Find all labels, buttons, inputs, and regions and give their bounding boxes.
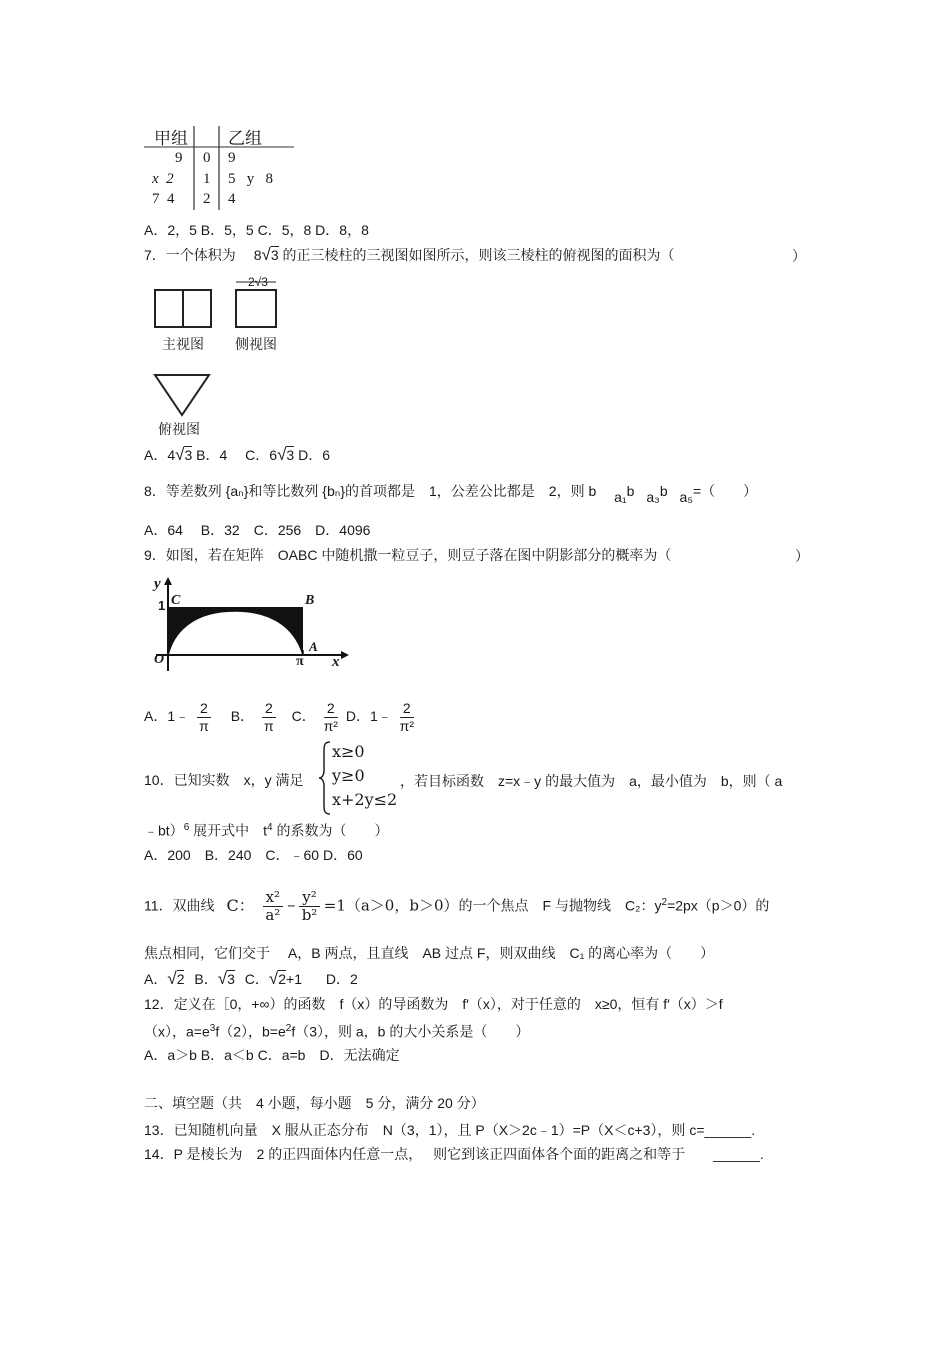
sqrt-icon: √: [217, 969, 228, 988]
q7-side-label: 侧视图: [235, 336, 277, 352]
q11-y-frac: [299, 889, 320, 924]
row3-left: 7 4: [152, 191, 175, 207]
q7-dim-label: 2√3: [248, 275, 268, 289]
sqrt-icon: √: [175, 445, 185, 464]
q11-opt-d: D．2: [325, 971, 358, 987]
q7-front-label: 主视图: [162, 336, 204, 352]
q7-options: [144, 446, 330, 464]
q11-opt-a-rad: 2: [176, 971, 185, 987]
q10-sys-lines: [332, 740, 397, 812]
frac-num: 2: [400, 700, 414, 718]
b-label: B: [305, 593, 315, 608]
q9-stem: 9．如图，若在矩阵 OABC 中随机撒一粒豆子，则豆子落在图中阴影部分的概率为（: [144, 547, 672, 563]
x-arrow-icon: [341, 651, 349, 659]
q9-opt-c-frac: [324, 700, 338, 735]
q9-opt-a-frac: [197, 700, 211, 735]
q11-options: [144, 970, 358, 988]
q9-opt-d: D．1﹣: [345, 708, 392, 724]
q12-options: A．a＞b B．a＜b C．a=b D．无法确定: [144, 1047, 400, 1063]
q9-graph: [146, 576, 356, 676]
y-axis-label: y: [154, 576, 161, 592]
frac-num: y²: [299, 889, 320, 907]
q12-l2c: f（3），则 a，b 的大小关系是（ ）: [291, 1023, 530, 1040]
one-label: 1: [158, 598, 166, 613]
q7-three-views: [146, 272, 296, 442]
side-view-rect: [236, 290, 276, 327]
q10-l2a: ﹣bt）: [144, 822, 184, 839]
row3-right: 4: [228, 191, 236, 207]
q10-exp4: 4: [267, 822, 273, 833]
pi-label: π: [296, 654, 304, 669]
q10-sys-1: x≥0: [332, 742, 365, 761]
right-group-header: 乙组: [228, 129, 262, 148]
frac-num: x²: [263, 889, 283, 907]
q12-exp2: 2: [285, 1023, 292, 1034]
q8-text: 8．等差数列 {aₙ}和等比数列 {bₙ}的首项都是 1，公差公比都是 2，则 b: [144, 483, 597, 499]
q10-options: A．200 B．240 C．﹣60 D．60: [144, 847, 363, 863]
q7-vol-rad: 3: [270, 247, 279, 263]
q11-hyper-c: C：: [226, 895, 255, 915]
q8-a1: a₁: [614, 489, 627, 505]
q8-options: A．64 B．32 C．256 D．4096: [144, 522, 371, 538]
q11-line2: 焦点相同，它们交于 A，B 两点，且直线 AB 过点 F，则双曲线 C₁ 的离心率为（ ）: [144, 945, 715, 961]
frac-num: 2: [324, 700, 338, 718]
q6-options: A．2，5 B．5，5 C．5，8 D．8，8: [144, 222, 369, 238]
q11-mid2: =2px（p＞0）的: [667, 897, 770, 914]
row2-right: 5 y 8: [228, 171, 273, 187]
origin-label: O: [154, 652, 165, 667]
q10-sys-2: y≥0: [332, 766, 365, 785]
c-label: C: [171, 593, 181, 608]
q8-b1: b: [626, 483, 635, 499]
q7-opt-d: D．6: [298, 447, 331, 463]
row1-right: 9: [228, 150, 236, 166]
row2-stem: 1: [203, 171, 211, 187]
q11-mid: 的一个焦点 F 与抛物线 C₂：y: [458, 897, 662, 914]
q12-l2b: f（2），b=e: [215, 1023, 286, 1040]
q8-a3: a₃: [646, 489, 660, 505]
q10-system: [318, 740, 398, 816]
q9-opt-b: B．: [230, 708, 255, 724]
frac-den: π: [264, 717, 274, 734]
row2-left: x 2: [152, 171, 174, 187]
q12-l2a: （x），a=e: [144, 1023, 210, 1040]
q7-opt-c-rad: 3: [286, 447, 295, 463]
q10-sys-3: x+2y≤2: [332, 790, 398, 809]
q7-stem: [144, 246, 675, 264]
q10-prefix: 10．已知实数 x，y 满足: [144, 772, 304, 788]
q7-close: ）: [792, 248, 806, 264]
q12-exp1: 3: [209, 1023, 216, 1034]
q9-opt-c: C．: [291, 708, 316, 724]
a-label: A: [309, 639, 318, 654]
frac-num: 2: [262, 700, 276, 718]
q13: 13．已知随机向量 X 服从正态分布 N（3，1），且 P（X＞2c﹣1）=P（X＜c+3），则 c=______.: [144, 1122, 756, 1138]
q11-x-frac: [263, 889, 283, 924]
q8-b2: b: [659, 483, 668, 499]
q11-opt-c-tail: +1: [286, 971, 302, 987]
q11-prefix: 11．双曲线: [144, 897, 215, 914]
q7-opt-a-rad: 3: [184, 447, 193, 463]
frac-den: π: [199, 717, 209, 734]
q11-opt-b: B．: [194, 971, 218, 987]
q10-suffix: ，若目标函数 z=x﹣y 的最大值为 a，最小值为 b，则（ a: [400, 773, 783, 789]
y-arrow-icon: [164, 577, 172, 585]
q7-suffix: 的正三棱柱的三视图如图所示，则该三棱柱的俯视图的面积为（: [282, 247, 675, 263]
frac-den: b²: [301, 906, 318, 925]
q7-vol-coef: 8: [253, 247, 262, 263]
q7-volume: [254, 247, 283, 263]
q11-line1: [144, 880, 769, 926]
q11-mid-exp: 2: [661, 897, 668, 908]
q9-options: [144, 694, 418, 738]
frac-den: π²: [399, 717, 414, 734]
frac-den: a²: [265, 906, 281, 925]
q10-l2b: 展开式中 t: [193, 822, 268, 839]
section-2-heading: 二、填空题（共 4 小题，每小题 5 分，满分 20 分）: [144, 1095, 485, 1111]
q11-opt-b-rad: 3: [227, 971, 235, 987]
q7-opt-bc: B．4 C．6: [196, 447, 278, 463]
minus-icon: −: [287, 897, 296, 914]
frac-num: 2: [197, 700, 211, 718]
q9-close: ）: [795, 548, 809, 564]
q8-end: =（ ）: [692, 483, 758, 499]
row3-stem: 2: [203, 191, 211, 207]
sqrt-icon: √: [261, 245, 271, 264]
x-axis-label: x: [332, 654, 340, 670]
q7-top-label: 俯视图: [158, 421, 200, 437]
q7-prefix: 7．一个体积为: [144, 247, 236, 263]
q7-opt-a: A．4: [144, 447, 176, 463]
row1-stem: 0: [203, 150, 211, 166]
q11-opt-c: C．: [244, 971, 269, 987]
sqrt-icon: √: [268, 969, 279, 988]
q10-exp6: 6: [183, 822, 190, 833]
sqrt-icon: √: [277, 445, 287, 464]
top-view-triangle: [155, 375, 209, 415]
q10-l2c: 的系数为（ ）: [276, 822, 389, 839]
q14: 14．P 是棱长为 2 的正四面体内任意一点， 则它到该正四面体各个面的距离之和等于 ______.: [144, 1146, 764, 1162]
q9-opt-d-frac: [400, 700, 414, 735]
stem-leaf-plot: [144, 120, 304, 215]
q11-opt-c-rad: 2: [278, 971, 287, 987]
brace-icon: [318, 740, 332, 816]
q12-line2: [144, 1020, 529, 1041]
q10-line2: [144, 819, 388, 840]
q9-opt-b-frac: [262, 700, 276, 735]
curve-label: y=sinx: [216, 612, 255, 627]
q12-line1: 12．定义在［0，+∞）的函数 f（x）的导函数为 f′（x），对于任意的 x≥0，恒有 f′（x）＞f: [144, 996, 723, 1012]
q11-opt-a: A．: [144, 971, 168, 987]
q11-hyper-tail: =1（a＞0，b＞0）: [323, 896, 459, 915]
left-group-header: 甲组: [154, 129, 188, 148]
sqrt-icon: √: [167, 969, 177, 988]
q8-a5: a₅: [679, 489, 693, 505]
q9-opt-a: A．1﹣: [144, 708, 190, 724]
frac-den: π²: [323, 717, 338, 734]
row1-left: 9: [175, 150, 183, 166]
q8-stem: [144, 482, 758, 505]
